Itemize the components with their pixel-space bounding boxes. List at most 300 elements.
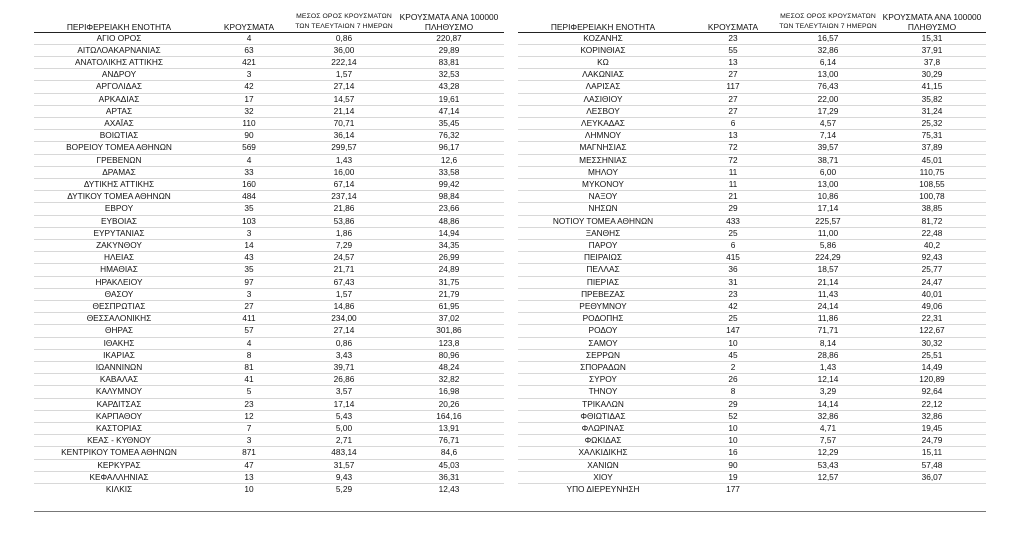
regional-unit-cell: ΚΕΑΣ - ΚΥΘΝΟΥ (34, 435, 204, 447)
table-row (518, 276, 986, 288)
per-100000-cell: 25,77 (878, 264, 986, 276)
cases-cell: 81 (204, 361, 294, 373)
table-row (518, 32, 986, 44)
avg-7day-cell: 222,14 (294, 56, 394, 68)
cases-cell: 13 (688, 56, 778, 68)
regional-unit-cell: ΚΟΖΑΝΗΣ (518, 32, 688, 44)
regional-unit-cell: ΑΝΔΡΟΥ (34, 69, 204, 81)
regional-unit-cell: ΚΕΡΚΥΡΑΣ (34, 459, 204, 471)
cases-cell: 7 (204, 423, 294, 435)
per-100000-cell: 23,66 (394, 203, 504, 215)
regional-unit-cell: ΚΟΡΙΝΘΙΑΣ (518, 44, 688, 56)
per-100000-cell: 36,31 (394, 471, 504, 483)
regional-unit-cell: ΧΑΝΙΩΝ (518, 459, 688, 471)
cases-cell: 11 (688, 166, 778, 178)
table-row (518, 93, 986, 105)
per-100000-cell: 22,31 (878, 313, 986, 325)
cases-cell: 25 (688, 227, 778, 239)
per-100000-cell: 301,86 (394, 325, 504, 337)
per-100000-cell: 20,26 (394, 398, 504, 410)
regional-unit-cell: ΚΑΣΤΟΡΙΑΣ (34, 423, 204, 435)
cases-cell: 33 (204, 166, 294, 178)
per-100000-cell: 92,64 (878, 386, 986, 398)
regional-unit-cell: ΜΥΚΟΝΟΥ (518, 178, 688, 190)
regional-unit-cell: ΠΙΕΡΙΑΣ (518, 276, 688, 288)
bottom-divider (34, 511, 986, 512)
regional-unit-cell: ΥΠΟ ΔΙΕΡΕΥΝΗΣΗ (566, 484, 640, 495)
per-100000-cell: 29,89 (394, 44, 504, 56)
regional-unit-cell: ΘΕΣΠΡΩΤΙΑΣ (34, 300, 204, 312)
avg-7day-cell: 12,29 (778, 447, 878, 459)
header-regional-unit: ΠΕΡΙΦΕΡΕΙΑΚΗ ΕΝΟΤΗΤΑ (34, 8, 204, 32)
table-row (34, 435, 504, 447)
table-row (34, 69, 504, 81)
avg-7day-cell: 483,14 (294, 447, 394, 459)
avg-7day-cell: 32,86 (778, 44, 878, 56)
cases-cell: 23 (688, 288, 778, 300)
avg-7day-cell: 28,86 (778, 349, 878, 361)
regional-unit-cell: ΘΗΡΑΣ (34, 325, 204, 337)
per-100000-cell: 164,16 (394, 410, 504, 422)
cases-cell: 14 (204, 239, 294, 251)
cases-cell: 52 (688, 410, 778, 422)
table-row (518, 227, 986, 239)
avg-7day-cell: 7,29 (294, 239, 394, 251)
regional-unit-cell: ΛΕΥΚΑΔΑΣ (518, 117, 688, 129)
table-row (518, 105, 986, 117)
table-row (34, 300, 504, 312)
avg-7day-cell: 39,57 (778, 142, 878, 154)
per-100000-cell: 45,03 (394, 459, 504, 471)
regional-unit-cell: ΛΑΡΙΣΑΣ (518, 81, 688, 93)
avg-7day-cell: 21,14 (294, 105, 394, 117)
avg-7day-cell: 224,29 (778, 252, 878, 264)
table-row (518, 69, 986, 81)
per-100000-cell: 47,14 (394, 105, 504, 117)
per-100000-cell: 220,87 (394, 32, 504, 44)
cases-cell: 12 (204, 410, 294, 422)
cases-cell: 4 (204, 154, 294, 166)
regional-unit-cell: ΡΕΘΥΜΝΟΥ (518, 300, 688, 312)
avg-7day-cell: 36,00 (294, 44, 394, 56)
per-100000-cell: 30,29 (878, 69, 986, 81)
table-row (34, 142, 504, 154)
cases-cell: 23 (688, 32, 778, 44)
table-row (518, 300, 986, 312)
regional-unit-cell: ΝΑΞΟΥ (518, 191, 688, 203)
table-row (34, 410, 504, 422)
cases-cell: 35 (204, 203, 294, 215)
per-100000-cell: 83,81 (394, 56, 504, 68)
per-100000-cell: 16,98 (394, 386, 504, 398)
per-100000-cell: 34,35 (394, 239, 504, 251)
per-100000-cell: 21,79 (394, 288, 504, 300)
table-row (518, 44, 986, 56)
cases-cell: 97 (204, 276, 294, 288)
avg-7day-cell: 17,14 (778, 203, 878, 215)
avg-7day-cell: 22,00 (778, 93, 878, 105)
table-row (518, 484, 986, 496)
per-100000-cell: 76,32 (394, 130, 504, 142)
avg-7day-cell: 24,57 (294, 252, 394, 264)
left-cases-table (34, 8, 504, 495)
per-100000-cell: 33,58 (394, 166, 504, 178)
avg-7day-cell: 36,14 (294, 130, 394, 142)
table-row (518, 166, 986, 178)
avg-7day-cell: 0,86 (294, 337, 394, 349)
table-row (34, 191, 504, 203)
table-row (518, 239, 986, 251)
table-row (34, 178, 504, 190)
regional-unit-cell: ΛΑΣΙΘΙΟΥ (518, 93, 688, 105)
avg-7day-cell: 32,86 (778, 410, 878, 422)
table-row (34, 349, 504, 361)
regional-unit-cell: ΕΒΡΟΥ (34, 203, 204, 215)
per-100000-cell: 38,85 (878, 203, 986, 215)
avg-7day-cell: 237,14 (294, 191, 394, 203)
cases-cell: 6 (688, 117, 778, 129)
table-row (518, 178, 986, 190)
cases-cell: 25 (688, 313, 778, 325)
per-100000-cell (878, 484, 986, 496)
cases-cell: 27 (688, 69, 778, 81)
table-row (34, 276, 504, 288)
avg-7day-cell: 71,71 (778, 325, 878, 337)
cases-cell: 3 (204, 69, 294, 81)
table-row (34, 239, 504, 251)
per-100000-cell: 25,32 (878, 117, 986, 129)
table-row (518, 349, 986, 361)
cases-cell: 27 (204, 300, 294, 312)
avg-7day-cell: 31,57 (294, 459, 394, 471)
table-row (518, 325, 986, 337)
per-100000-cell: 35,82 (878, 93, 986, 105)
table-row (34, 130, 504, 142)
cases-cell: 90 (688, 459, 778, 471)
cases-cell: 2 (688, 361, 778, 373)
table-row (518, 398, 986, 410)
avg-7day-cell: 3,57 (294, 386, 394, 398)
avg-7day-cell: 16,57 (778, 32, 878, 44)
avg-7day-cell: 17,29 (778, 105, 878, 117)
avg-7day-cell: 27,14 (294, 325, 394, 337)
avg-7day-cell: 11,00 (778, 227, 878, 239)
cases-cell: 3 (204, 288, 294, 300)
per-100000-cell: 110,75 (878, 166, 986, 178)
per-100000-cell: 37,91 (878, 44, 986, 56)
cases-cell: 8 (204, 349, 294, 361)
per-100000-cell: 48,24 (394, 361, 504, 373)
table-row (34, 288, 504, 300)
table-row (518, 215, 986, 227)
regional-unit-cell: ΑΙΤΩΛΟΑΚΑΡΝΑΝΙΑΣ (34, 44, 204, 56)
per-100000-cell: 19,45 (878, 423, 986, 435)
cases-cell: 103 (204, 215, 294, 227)
cases-cell: 55 (688, 44, 778, 56)
header-cases-per-100000: ΚΡΟΥΣΜΑΤΑ ΑΝΑ 100000 ΠΛΗΘΥΣΜΟ (878, 8, 986, 32)
per-100000-cell: 37,02 (394, 313, 504, 325)
regional-unit-cell: ΝΟΤΙΟΥ ΤΟΜΕΑ ΑΘΗΝΩΝ (518, 215, 688, 227)
avg-7day-cell: 5,00 (294, 423, 394, 435)
regional-unit-cell: ΜΕΣΣΗΝΙΑΣ (518, 154, 688, 166)
table-row (34, 227, 504, 239)
cases-cell: 72 (688, 142, 778, 154)
cases-cell: 160 (204, 178, 294, 190)
avg-7day-cell: 21,14 (778, 276, 878, 288)
avg-7day-cell: 0,86 (294, 32, 394, 44)
regional-unit-cell: ΚΑΡΠΑΘΟΥ (34, 410, 204, 422)
regional-unit-cell: ΚΑΡΔΙΤΣΑΣ (34, 398, 204, 410)
per-100000-cell: 12,6 (394, 154, 504, 166)
table-row (518, 313, 986, 325)
avg-7day-cell: 38,71 (778, 154, 878, 166)
regional-unit-cell: ΑΓΙΟ ΟΡΟΣ (34, 32, 204, 44)
cases-cell: 8 (688, 386, 778, 398)
regional-unit-cell: ΚΩ (518, 56, 688, 68)
per-100000-cell: 108,55 (878, 178, 986, 190)
avg-7day-cell: 11,43 (778, 288, 878, 300)
per-100000-cell: 26,99 (394, 252, 504, 264)
avg-7day-cell: 14,14 (778, 398, 878, 410)
per-100000-cell: 24,79 (878, 435, 986, 447)
per-100000-cell: 22,12 (878, 398, 986, 410)
table-row (518, 191, 986, 203)
cases-cell: 10 (688, 423, 778, 435)
table-row (34, 423, 504, 435)
cases-cell: 4 (204, 337, 294, 349)
cases-cell: 36 (688, 264, 778, 276)
cases-cell: 415 (688, 252, 778, 264)
cases-cell: 3 (204, 435, 294, 447)
regional-unit-cell: ΒΟΙΩΤΙΑΣ (34, 130, 204, 142)
table-row (34, 154, 504, 166)
avg-7day-cell: 53,43 (778, 459, 878, 471)
regional-unit-cell: ΦΘΙΩΤΙΔΑΣ (518, 410, 688, 422)
per-100000-cell: 14,49 (878, 361, 986, 373)
per-100000-cell: 100,78 (878, 191, 986, 203)
table-row (34, 81, 504, 93)
cases-cell: 27 (688, 105, 778, 117)
cases-cell: 72 (688, 154, 778, 166)
per-100000-cell: 99,42 (394, 178, 504, 190)
per-100000-cell: 84,6 (394, 447, 504, 459)
regional-unit-cell: ΗΜΑΘΙΑΣ (34, 264, 204, 276)
per-100000-cell: 36,07 (878, 471, 986, 483)
table-row (518, 264, 986, 276)
regional-unit-cell: ΘΕΣΣΑΛΟΝΙΚΗΣ (34, 313, 204, 325)
cases-cell: 6 (688, 239, 778, 251)
cases-cell: 13 (204, 471, 294, 483)
avg-7day-cell: 70,71 (294, 117, 394, 129)
table-row (518, 117, 986, 129)
regional-unit-cell: ΜΑΓΝΗΣΙΑΣ (518, 142, 688, 154)
avg-7day-cell: 12,57 (778, 471, 878, 483)
table-row (518, 203, 986, 215)
avg-7day-cell: 13,00 (778, 178, 878, 190)
table-row (518, 288, 986, 300)
avg-7day-cell: 4,57 (778, 117, 878, 129)
header-cases: ΚΡΟΥΣΜΑΤΑ (688, 8, 778, 32)
regional-unit-cell: ΔΥΤΙΚΟΥ ΤΟΜΕΑ ΑΘΗΝΩΝ (34, 191, 204, 203)
regional-unit-cell: ΛΗΜΝΟΥ (518, 130, 688, 142)
avg-7day-cell: 17,14 (294, 398, 394, 410)
regional-unit-cell: ΚΑΒΑΛΑΣ (34, 374, 204, 386)
cases-cell: 3 (204, 227, 294, 239)
regional-unit-cell: ΑΡΚΑΔΙΑΣ (34, 93, 204, 105)
per-100000-cell: 22,48 (878, 227, 986, 239)
per-100000-cell: 24,89 (394, 264, 504, 276)
avg-7day-cell: 76,43 (778, 81, 878, 93)
cases-cell: 421 (204, 56, 294, 68)
per-100000-cell: 24,47 (878, 276, 986, 288)
table-row (34, 44, 504, 56)
cases-cell: 484 (204, 191, 294, 203)
regional-unit-cell: ΓΡΕΒΕΝΩΝ (34, 154, 204, 166)
per-100000-cell: 15,11 (878, 447, 986, 459)
avg-7day-cell: 7,14 (778, 130, 878, 142)
avg-7day-cell: 9,43 (294, 471, 394, 483)
header-cases: ΚΡΟΥΣΜΑΤΑ (204, 8, 294, 32)
per-100000-cell: 31,75 (394, 276, 504, 288)
avg-7day-cell: 225,57 (778, 215, 878, 227)
avg-7day-cell: 8,14 (778, 337, 878, 349)
cases-cell: 433 (688, 215, 778, 227)
cases-cell: 90 (204, 130, 294, 142)
avg-7day-cell (778, 484, 878, 496)
regional-unit-cell: ΝΗΣΩΝ (518, 203, 688, 215)
per-100000-cell: 37,8 (878, 56, 986, 68)
table-header-row (34, 8, 504, 32)
cases-cell: 26 (688, 374, 778, 386)
cases-cell: 29 (688, 398, 778, 410)
regional-unit-cell: ΛΕΣΒΟΥ (518, 105, 688, 117)
table-row (518, 142, 986, 154)
table-row (518, 471, 986, 483)
table-row (34, 93, 504, 105)
table-row (518, 337, 986, 349)
table-row (518, 435, 986, 447)
avg-7day-cell: 11,86 (778, 313, 878, 325)
table-row (34, 361, 504, 373)
per-100000-cell: 123,8 (394, 337, 504, 349)
avg-7day-cell: 7,57 (778, 435, 878, 447)
cases-cell: 21 (688, 191, 778, 203)
avg-7day-cell: 3,29 (778, 386, 878, 398)
cases-cell: 41 (204, 374, 294, 386)
table-row (34, 386, 504, 398)
cases-cell: 5 (204, 386, 294, 398)
table-row (518, 374, 986, 386)
cases-cell: 43 (204, 252, 294, 264)
avg-7day-cell: 1,43 (294, 154, 394, 166)
regional-unit-cell: ΦΛΩΡΙΝΑΣ (518, 423, 688, 435)
per-100000-cell: 81,72 (878, 215, 986, 227)
regional-unit-cell: ΦΩΚΙΔΑΣ (518, 435, 688, 447)
regional-unit-cell: ΚΑΛΥΜΝΟΥ (34, 386, 204, 398)
regional-unit-cell: ΕΥΡΥΤΑΝΙΑΣ (34, 227, 204, 239)
per-100000-cell: 122,67 (878, 325, 986, 337)
table-row (518, 447, 986, 459)
cases-cell: 35 (204, 264, 294, 276)
avg-7day-cell: 27,14 (294, 81, 394, 93)
avg-7day-cell: 14,86 (294, 300, 394, 312)
per-100000-cell: 32,82 (394, 374, 504, 386)
avg-7day-cell: 67,43 (294, 276, 394, 288)
per-100000-cell: 80,96 (394, 349, 504, 361)
table-row (518, 81, 986, 93)
regional-unit-cell: ΗΛΕΙΑΣ (34, 252, 204, 264)
cases-cell: 411 (204, 313, 294, 325)
per-100000-cell: 35,45 (394, 117, 504, 129)
table-row (34, 32, 504, 44)
avg-7day-cell: 39,71 (294, 361, 394, 373)
table-row (518, 252, 986, 264)
avg-7day-cell: 21,71 (294, 264, 394, 276)
cases-cell: 10 (244, 484, 254, 495)
right-table-body (518, 32, 986, 495)
right-cases-table (518, 8, 986, 495)
table-row (34, 203, 504, 215)
regional-unit-cell: ΣΕΡΡΩΝ (518, 349, 688, 361)
table-row (34, 398, 504, 410)
regional-unit-cell: ΔΥΤΙΚΗΣ ΑΤΤΙΚΗΣ (34, 178, 204, 190)
per-100000-cell: 25,51 (878, 349, 986, 361)
avg-7day-cell: 5,86 (778, 239, 878, 251)
per-100000-cell: 76,71 (394, 435, 504, 447)
regional-unit-cell: ΑΧΑΪΑΣ (34, 117, 204, 129)
regional-unit-cell: ΙΩΑΝΝΙΝΩΝ (34, 361, 204, 373)
regional-unit-cell: ΑΡΤΑΣ (34, 105, 204, 117)
table-row (34, 484, 504, 496)
table-row (518, 154, 986, 166)
per-100000-cell: 40,2 (878, 239, 986, 251)
cases-cell: 147 (688, 325, 778, 337)
left-table-body (34, 32, 504, 495)
table-row (34, 447, 504, 459)
avg-7day-cell: 26,86 (294, 374, 394, 386)
per-100000-cell: 48,86 (394, 215, 504, 227)
table-row (34, 166, 504, 178)
avg-7day-cell: 10,86 (778, 191, 878, 203)
avg-7day-cell: 6,14 (778, 56, 878, 68)
table-row (518, 423, 986, 435)
cases-cell: 47 (204, 459, 294, 471)
per-100000-cell: 19,61 (394, 93, 504, 105)
regional-unit-cell: ΧΙΟΥ (518, 471, 688, 483)
table-row (518, 459, 986, 471)
table-header-row (518, 8, 986, 32)
table-row (34, 374, 504, 386)
per-100000-cell: 15,31 (878, 32, 986, 44)
header-regional-unit: ΠΕΡΙΦΕΡΕΙΑΚΗ ΕΝΟΤΗΤΑ (518, 8, 688, 32)
avg-7day-cell: 6,00 (778, 166, 878, 178)
table-row (34, 105, 504, 117)
cases-cell: 110 (204, 117, 294, 129)
per-100000-cell: 12,43 (438, 484, 460, 495)
avg-7day-cell: 299,57 (294, 142, 394, 154)
regional-unit-cell: ΠΕΙΡΑΙΩΣ (518, 252, 688, 264)
regional-unit-cell: ΑΝΑΤΟΛΙΚΗΣ ΑΤΤΙΚΗΣ (34, 56, 204, 68)
table-row (34, 117, 504, 129)
header-7day-average: ΜΕΣΟΣ ΟΡΟΣ ΚΡΟΥΣΜΑΤΩΝ ΤΩΝ ΤΕΛΕΥΤΑΙΩΝ 7 ΗΜΕΡΩΝ (294, 8, 394, 32)
avg-7day-cell: 67,14 (294, 178, 394, 190)
cases-cell: 16 (688, 447, 778, 459)
cases-cell: 42 (204, 81, 294, 93)
avg-7day-cell: 5,43 (294, 410, 394, 422)
regional-unit-cell: ΧΑΛΚΙΔΙΚΗΣ (518, 447, 688, 459)
avg-7day-cell: 14,57 (294, 93, 394, 105)
avg-7day-cell: 21,86 (294, 203, 394, 215)
